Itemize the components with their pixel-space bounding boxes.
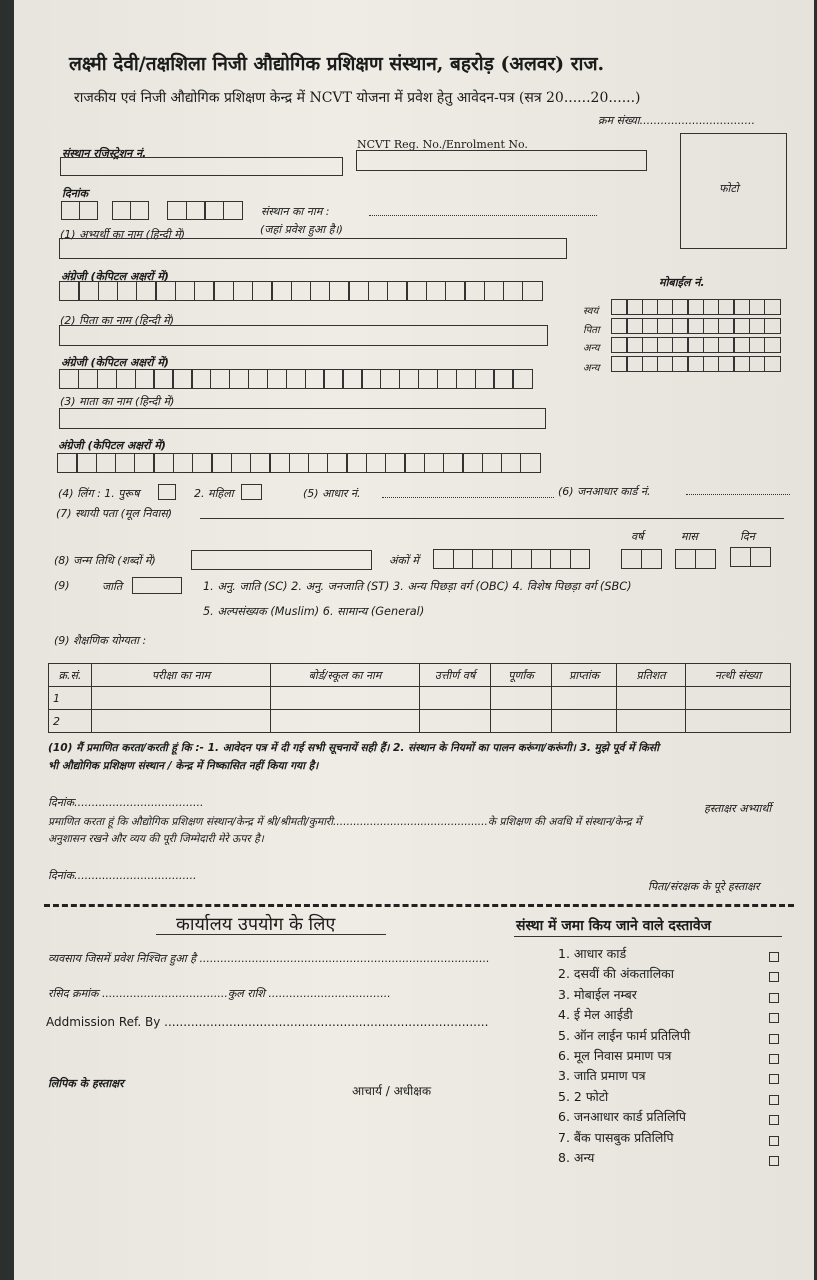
certification-line1: प्रमाणित करता हूं कि औद्योगिक प्रशिक्षण संस्थान/केन्द्र में श्री/श्रीमती/कुमारी..............................................के प्रशिक्षण की अवधि में संस्थान/केन्द्र में: [48, 816, 642, 828]
char-cell[interactable]: [213, 281, 234, 301]
char-cell[interactable]: [475, 369, 495, 389]
dob-day-label: दिन: [740, 530, 755, 543]
janaadhaar-label: (6) जनआधार कार्ड नं.: [558, 485, 651, 498]
char-cell[interactable]: [657, 337, 674, 353]
janaadhaar-line[interactable]: [686, 494, 790, 495]
char-cell[interactable]: [611, 337, 628, 353]
institute-name-note: (जहां प्रवेश हुआ है।): [260, 223, 343, 236]
char-cell[interactable]: [211, 453, 232, 473]
ncvt-reg-field[interactable]: [356, 150, 647, 171]
char-cell[interactable]: [155, 281, 176, 301]
char-cell[interactable]: [611, 318, 628, 334]
char-cell[interactable]: [764, 356, 781, 372]
char-cell[interactable]: [445, 281, 466, 301]
table-cell[interactable]: [92, 687, 271, 710]
char-cell[interactable]: [191, 369, 211, 389]
char-cell[interactable]: [361, 369, 381, 389]
char-cell[interactable]: [718, 318, 735, 334]
date-year-cells[interactable]: [167, 201, 242, 220]
application-form-page: [14, 0, 814, 1280]
char-cell[interactable]: [327, 453, 348, 473]
char-cell[interactable]: [117, 281, 138, 301]
char-cell[interactable]: [703, 337, 720, 353]
table-cell[interactable]: [552, 687, 617, 710]
char-cell[interactable]: [672, 299, 689, 315]
mobile-self-label: स्वयं: [583, 306, 599, 317]
char-cell[interactable]: [366, 453, 387, 473]
row-serial: 1: [49, 687, 92, 710]
char-cell[interactable]: [764, 299, 781, 315]
dob-month-cells[interactable]: [675, 549, 714, 569]
char-cell[interactable]: [175, 281, 196, 301]
char-cell[interactable]: [642, 318, 659, 334]
char-cell[interactable]: [570, 549, 591, 569]
char-cell[interactable]: [718, 299, 735, 315]
char-cell[interactable]: [492, 549, 513, 569]
table-cell[interactable]: [420, 710, 491, 733]
document-item: 5. 2 फोटो: [558, 1088, 609, 1104]
institute-registration-label: संस्थान रजिस्ट्रेशन नं.: [62, 147, 147, 160]
table-cell[interactable]: [420, 687, 491, 710]
char-cell[interactable]: [329, 281, 350, 301]
dob-digits-label: अंकों में: [389, 554, 419, 567]
col-board: बोर्ड/स्कूल का नाम: [271, 664, 420, 687]
char-cell[interactable]: [269, 453, 290, 473]
char-cell[interactable]: [503, 281, 524, 301]
char-cell[interactable]: [424, 453, 445, 473]
father-name-english-cells[interactable]: [59, 369, 531, 389]
char-cell[interactable]: [687, 356, 704, 372]
dob-day-cells[interactable]: [730, 547, 769, 567]
document-checkbox[interactable]: [769, 1095, 779, 1105]
char-cell[interactable]: [387, 281, 408, 301]
char-cell[interactable]: [78, 281, 99, 301]
char-cell[interactable]: [134, 453, 155, 473]
char-cell[interactable]: [626, 299, 643, 315]
char-cell[interactable]: [611, 356, 628, 372]
table-row: [49, 710, 791, 733]
aadhaar-line[interactable]: [382, 497, 554, 498]
table-cell[interactable]: [491, 710, 552, 733]
table-cell[interactable]: [552, 710, 617, 733]
declaration-date[interactable]: दिनांक.....................................: [48, 796, 204, 809]
char-cell[interactable]: [764, 337, 781, 353]
document-checkbox[interactable]: [769, 993, 779, 1003]
declaration-line2: भी औद्योगिक प्रशिक्षण संस्थान / केन्द्र में निष्कासित नहीं किया गया है।: [48, 760, 319, 772]
char-cell[interactable]: [464, 281, 485, 301]
char-cell[interactable]: [308, 453, 329, 473]
char-cell[interactable]: [733, 356, 750, 372]
char-cell[interactable]: [687, 337, 704, 353]
char-cell[interactable]: [531, 549, 552, 569]
char-cell[interactable]: [231, 453, 252, 473]
col-exam: परीक्षा का नाम: [92, 664, 271, 687]
document-checkbox[interactable]: [769, 952, 779, 962]
trade-label[interactable]: व्यवसाय जिसमें प्रवेश निश्चित हुआ है ...................................................................................: [48, 952, 490, 965]
col-obtained: प्राप्तांक: [552, 664, 617, 687]
mother-name-english-label: अंग्रेजी (केपिटल अक्षरों में): [58, 439, 166, 452]
char-cell[interactable]: [97, 369, 117, 389]
char-cell[interactable]: [116, 369, 136, 389]
char-cell[interactable]: [657, 299, 674, 315]
dob-words-field[interactable]: [191, 550, 372, 570]
declaration-line1: (10) मैं प्रमाणित करता/करती हूं कि :- 1. आवेदन पत्र में दी गई सभी सूचनायें सही हैं। 2. संस्थान के नियमों का पालन करूंगा/करूंगी। 3. मुझे पूर्व में किसी: [48, 742, 659, 754]
table-cell[interactable]: [686, 710, 791, 733]
char-cell[interactable]: [323, 369, 343, 389]
char-cell[interactable]: [248, 369, 268, 389]
char-cell[interactable]: [511, 549, 532, 569]
candidate-name-hindi-field[interactable]: [59, 238, 567, 259]
document-checkbox[interactable]: [769, 1034, 779, 1044]
char-cell[interactable]: [626, 318, 643, 334]
char-cell[interactable]: [703, 318, 720, 334]
char-cell[interactable]: [380, 369, 400, 389]
char-cell[interactable]: [286, 369, 306, 389]
document-checkbox[interactable]: [769, 1156, 779, 1166]
parent-signature-label: पिता/संरक्षक के पूरे हस्ताक्षर: [648, 880, 760, 893]
char-cell[interactable]: [310, 281, 331, 301]
char-cell[interactable]: [657, 356, 674, 372]
document-item: 6. जनआधार कार्ड प्रतिलिपि: [558, 1109, 686, 1125]
char-cell[interactable]: [687, 299, 704, 315]
char-cell[interactable]: [271, 281, 292, 301]
document-checkbox[interactable]: [769, 1013, 779, 1023]
char-cell[interactable]: [426, 281, 447, 301]
char-cell[interactable]: [267, 369, 287, 389]
char-cell[interactable]: [672, 356, 689, 372]
char-cell[interactable]: [136, 281, 157, 301]
document-item: 7. बैंक पासबुक प्रतिलिपि: [558, 1129, 674, 1145]
office-heading-underline: [156, 934, 386, 935]
char-cell[interactable]: [453, 549, 474, 569]
principal-signature-label: आचार्य / अधीक्षक: [352, 1084, 432, 1098]
certification-line2: अनुशासन रखने और व्यय की पूरी जिम्मेदारी मेरे ऊपर है।: [48, 833, 264, 845]
char-cell[interactable]: [462, 453, 483, 473]
table-row: [49, 687, 791, 710]
gender-label: (4) लिंग : 1. पुरूष: [58, 487, 140, 500]
divider: [44, 904, 794, 907]
row-serial: 2: [49, 710, 92, 733]
caste-field[interactable]: [132, 577, 182, 594]
char-cell[interactable]: [98, 281, 119, 301]
dob-year-cells[interactable]: [621, 549, 660, 569]
char-cell[interactable]: [172, 369, 192, 389]
caste-label: जाति: [102, 580, 123, 593]
candidate-name-label: (1) अभ्यर्थी का नाम (हिन्दी में): [60, 228, 186, 241]
document-item: 4. ई मेल आईडी: [558, 1007, 633, 1023]
education-label: (9) शैक्षणिक योग्यता :: [54, 634, 147, 647]
mobile-self-cells[interactable]: [611, 299, 779, 315]
char-cell[interactable]: [626, 337, 643, 353]
char-cell[interactable]: [472, 549, 493, 569]
char-cell[interactable]: [520, 453, 541, 473]
education-table: [48, 663, 791, 733]
char-cell[interactable]: [642, 299, 659, 315]
col-percent: प्रतिशत: [617, 664, 686, 687]
char-cell[interactable]: [418, 369, 438, 389]
document-item: 5. ऑन लाईन फार्म प्रतिलिपी: [558, 1027, 691, 1043]
dob-words-label: (8) जन्म तिथि (शब्दों में): [54, 554, 156, 567]
char-cell[interactable]: [642, 337, 659, 353]
char-cell[interactable]: [749, 356, 766, 372]
char-cell[interactable]: [194, 281, 215, 301]
institute-registration-field[interactable]: [60, 157, 343, 176]
mother-name-hindi-field[interactable]: [59, 408, 546, 429]
institute-name-label: संस्थान का नाम :: [261, 205, 330, 218]
char-cell[interactable]: [368, 281, 389, 301]
char-cell[interactable]: [115, 453, 136, 473]
char-cell[interactable]: [385, 453, 406, 473]
father-name-hindi-field[interactable]: [59, 325, 548, 346]
char-cell[interactable]: [135, 369, 155, 389]
table-cell[interactable]: [686, 687, 791, 710]
char-cell[interactable]: [346, 453, 367, 473]
aadhaar-label: (5) आधार नं.: [303, 487, 361, 500]
document-item: 3. जाति प्रमाण पत्र: [558, 1068, 646, 1084]
char-cell[interactable]: [482, 453, 503, 473]
char-cell[interactable]: [153, 369, 173, 389]
document-item: 1. आधार कार्ड: [558, 946, 627, 961]
dob-digit-cells[interactable]: [433, 549, 589, 569]
mobile-label: मोबाईल नं.: [659, 276, 705, 289]
candidate-signature-label: हस्ताक्षर अभ्यार्थी: [704, 802, 772, 815]
dob-year-label: वर्ष: [631, 530, 644, 543]
char-cell[interactable]: [59, 281, 80, 301]
char-cell[interactable]: [229, 369, 249, 389]
char-cell[interactable]: [642, 356, 659, 372]
document-item: 3. मोबाईल नम्बर: [558, 986, 637, 1002]
char-cell[interactable]: [291, 281, 312, 301]
institute-name-line[interactable]: [369, 215, 597, 216]
candidate-name-english-cells[interactable]: [59, 281, 541, 301]
receipt-label[interactable]: रसिद क्रमांक ....................................कुल राशि ...................................: [48, 987, 391, 1000]
documents-heading: संस्था में जमा किय जाने वाले दस्तावेज: [516, 918, 712, 934]
gender-female-label: 2. महिला: [194, 487, 234, 500]
char-cell[interactable]: [703, 299, 720, 315]
char-cell[interactable]: [406, 281, 427, 301]
dob-month-label: मास: [681, 530, 698, 543]
char-cell[interactable]: [703, 356, 720, 372]
table-cell[interactable]: [271, 687, 420, 710]
char-cell[interactable]: [764, 318, 781, 334]
office-use-heading: कार्यालय उपयोग के लिए: [176, 914, 336, 935]
char-cell[interactable]: [733, 299, 750, 315]
gender-female-checkbox[interactable]: [241, 484, 262, 500]
mobile-other-label: अन्य: [583, 343, 600, 354]
document-checkbox[interactable]: [769, 1136, 779, 1146]
caste-options-2: 5. अल्पसंख्यक (Muslim) 6. सामान्य (General): [203, 605, 425, 618]
char-cell[interactable]: [233, 281, 254, 301]
char-cell[interactable]: [399, 369, 419, 389]
char-cell[interactable]: [687, 318, 704, 334]
mobile-other-cells[interactable]: [611, 337, 779, 353]
document-checkbox[interactable]: [769, 1115, 779, 1125]
char-cell[interactable]: [493, 369, 513, 389]
address-line[interactable]: [200, 518, 784, 519]
char-cell[interactable]: [718, 356, 735, 372]
education-table-header: [49, 664, 791, 687]
table-cell[interactable]: [92, 710, 271, 733]
char-cell[interactable]: [501, 453, 522, 473]
caste-options-1: 1. अनु. जाति (SC) 2. अनु. जनजाति (ST) 3. अन्य पिछड़ा वर्ग (OBC) 4. विशेष पिछड़ा वर्ग (SBC): [203, 580, 632, 593]
char-cell[interactable]: [250, 453, 271, 473]
char-cell[interactable]: [718, 337, 735, 353]
document-checkbox[interactable]: [769, 972, 779, 982]
char-cell[interactable]: [484, 281, 505, 301]
char-cell[interactable]: [153, 453, 174, 473]
ncvt-reg-label: NCVT Reg. No./Enrolment No.: [357, 138, 528, 151]
char-cell[interactable]: [76, 453, 97, 473]
char-cell[interactable]: [733, 318, 750, 334]
char-cell[interactable]: [672, 337, 689, 353]
char-cell[interactable]: [96, 453, 117, 473]
admission-ref-label[interactable]: Addmission Ref. By .....................................................................................: [46, 1015, 489, 1029]
col-max-marks: पूर्णांक: [491, 664, 552, 687]
char-cell[interactable]: [59, 369, 79, 389]
char-cell[interactable]: [348, 281, 369, 301]
form-title: लक्ष्मी देवी/तक्षशिला निजी औद्योगिक प्रशिक्षण संस्थान, बहरोड़ (अलवर) राज.: [69, 53, 605, 75]
col-pass-year: उत्तीर्ण वर्ष: [420, 664, 491, 687]
char-cell[interactable]: [657, 318, 674, 334]
mobile-father-cells[interactable]: [611, 318, 779, 334]
char-cell[interactable]: [749, 318, 766, 334]
mother-name-label: (3) माता का नाम (हिन्दी में): [60, 395, 175, 408]
form-subtitle: राजकीय एवं निजी औद्योगिक प्रशिक्षण केन्द्र में NCVT योजना में प्रवेश हेतु आवेदन-पत्र (सत्र 20......20......): [74, 90, 641, 106]
clerk-signature-label: लिपिक के हस्ताक्षर: [48, 1077, 124, 1090]
father-name-english-label: अंग्रेजी (केपिटल अक्षरों में): [61, 356, 169, 369]
mother-name-english-cells[interactable]: [57, 453, 539, 473]
char-cell[interactable]: [192, 453, 213, 473]
char-cell[interactable]: [404, 453, 425, 473]
address-label: (7) स्थायी पता (मूल निवास): [56, 507, 173, 520]
candidate-name-english-label: अंग्रेजी (केपिटल अक्षरों में): [61, 270, 169, 283]
gender-male-checkbox[interactable]: [158, 484, 176, 500]
mobile-father-label: पिता: [583, 325, 600, 336]
char-cell[interactable]: [550, 549, 571, 569]
caste-number: (9): [54, 579, 70, 592]
mobile-other2-cells[interactable]: [611, 356, 779, 372]
char-cell[interactable]: [305, 369, 325, 389]
char-cell[interactable]: [210, 369, 230, 389]
char-cell[interactable]: [672, 318, 689, 334]
char-cell[interactable]: [456, 369, 476, 389]
char-cell[interactable]: [342, 369, 362, 389]
documents-heading-underline: [514, 936, 782, 937]
char-cell[interactable]: [252, 281, 273, 301]
parent-date[interactable]: दिनांक...................................: [48, 869, 197, 882]
date-label: दिनांक: [62, 187, 89, 200]
document-item: 8. अन्य: [558, 1150, 595, 1165]
table-cell[interactable]: [491, 687, 552, 710]
char-cell[interactable]: [733, 337, 750, 353]
document-item: 2. दसवीं की अंकतालिका: [558, 966, 675, 982]
char-cell[interactable]: [437, 369, 457, 389]
char-cell[interactable]: [443, 453, 464, 473]
char-cell[interactable]: [611, 299, 628, 315]
char-cell[interactable]: [749, 337, 766, 353]
col-serial: क्र.सं.: [49, 664, 92, 687]
col-attachment: नत्थी संख्या: [686, 664, 791, 687]
father-name-label: (2) पिता का नाम (हिन्दी में): [60, 314, 175, 327]
char-cell[interactable]: [78, 369, 98, 389]
char-cell[interactable]: [522, 281, 543, 301]
char-cell[interactable]: [749, 299, 766, 315]
char-cell[interactable]: [57, 453, 78, 473]
char-cell[interactable]: [512, 369, 532, 389]
table-cell[interactable]: [617, 710, 686, 733]
document-item: 6. मूल निवास प्रमाण पत्र: [558, 1048, 672, 1063]
table-cell[interactable]: [271, 710, 420, 733]
document-checkbox[interactable]: [769, 1054, 779, 1064]
serial-number-label: क्रम संख्या.................................: [598, 114, 756, 127]
char-cell[interactable]: [173, 453, 194, 473]
char-cell[interactable]: [289, 453, 310, 473]
table-cell[interactable]: [617, 687, 686, 710]
mobile-other2-label: अन्य: [583, 363, 600, 374]
document-checkbox[interactable]: [769, 1074, 779, 1084]
char-cell[interactable]: [626, 356, 643, 372]
char-cell[interactable]: [433, 549, 454, 569]
date-day-cells[interactable]: [61, 201, 96, 220]
photo-label: फोटो: [719, 182, 739, 195]
date-month-cells[interactable]: [112, 201, 147, 220]
